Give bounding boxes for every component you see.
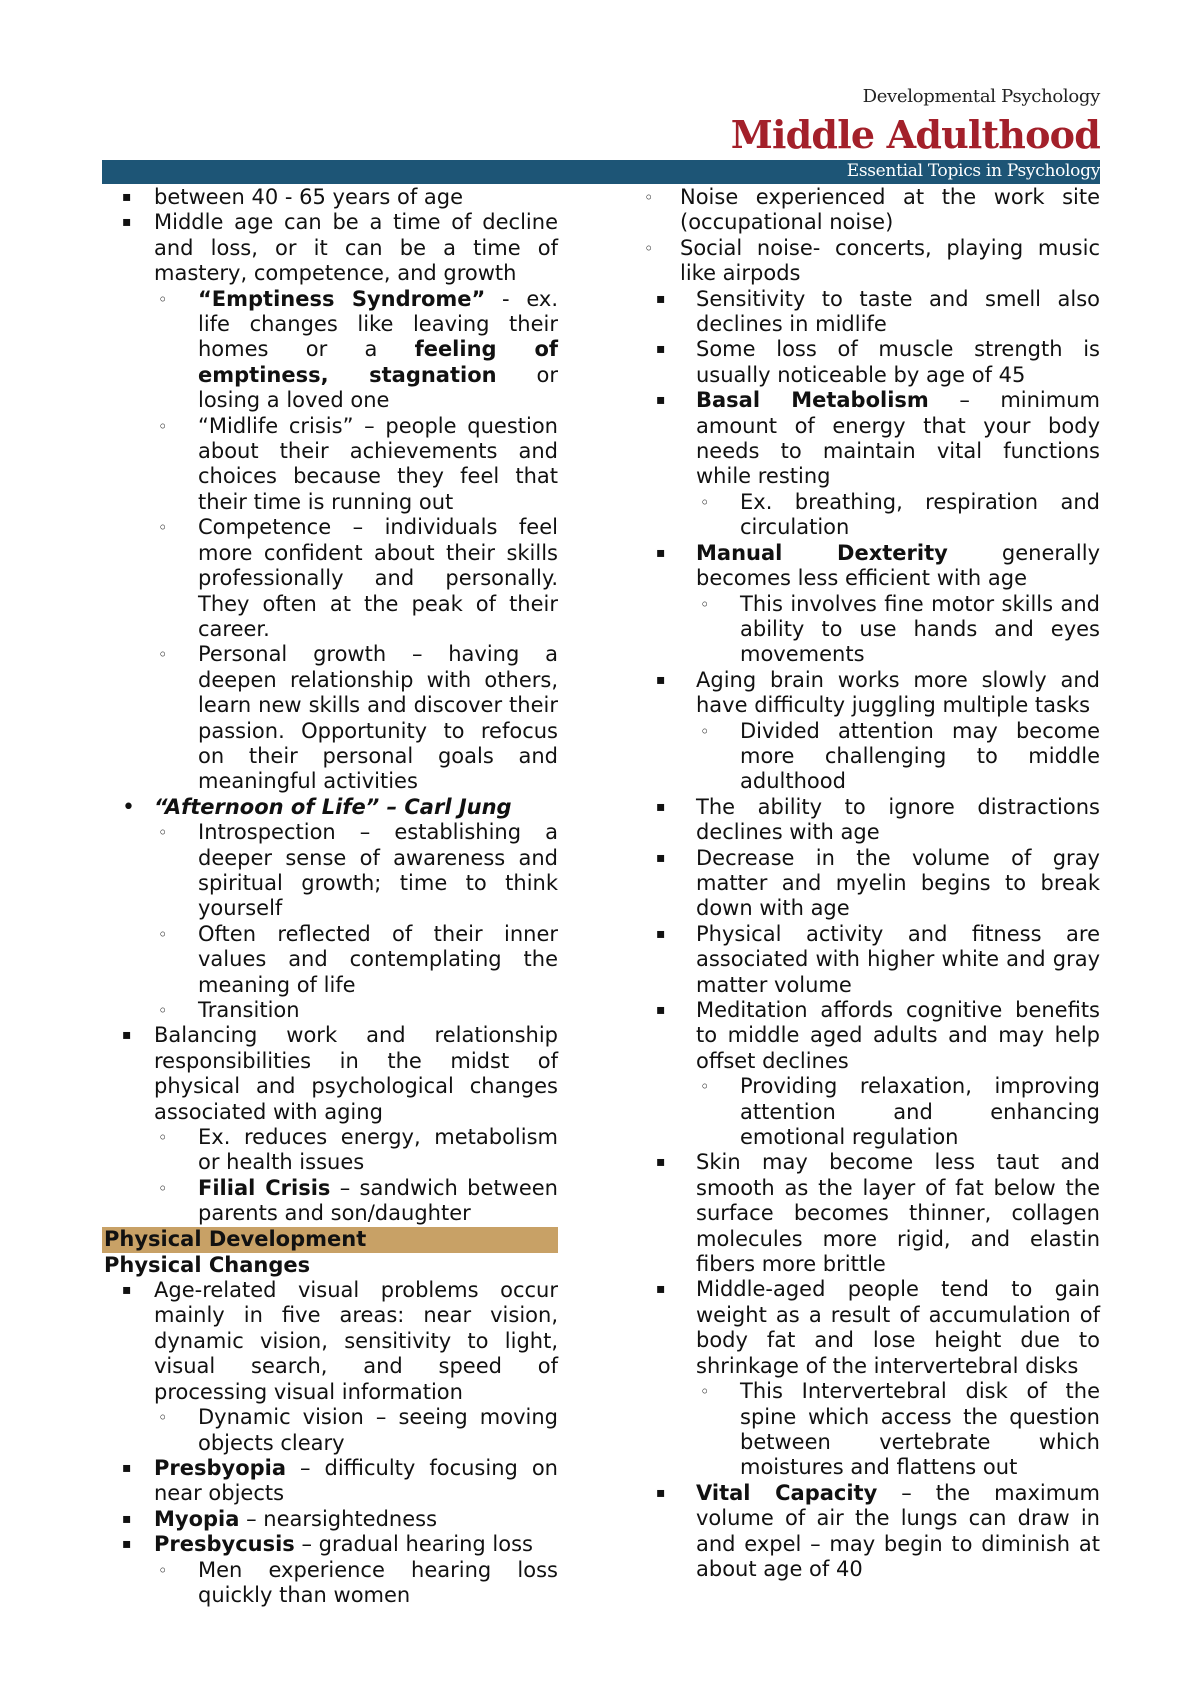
list-item: ◦ Providing relaxation, improving attention and enhancing emotional regulation (696, 1074, 1100, 1150)
list-item: ▪ Vital Capacity – the maximum volume of air the lungs can draw in and expel – may begin to diminish at about age of 40 (640, 1481, 1100, 1583)
page-title: Middle Adulthood (730, 112, 1100, 157)
list-item: ▪ Meditation affords cognitive benefits to middle aged adults and may help offset declines ◦ Providing relaxation, improving attention and enhancing emotional regulation (640, 998, 1100, 1150)
list-item: ▪ Skin may become less taut and smooth as the layer of fat below the surface becomes thinner, collagen molecules more rigid, and elastin fibers more brittle (640, 1150, 1100, 1277)
list-item: • “Afternoon of Life” – Carl Jung ◦ Introspection – establishing a deeper sense of awareness and spiritual growth; time to think yourself ◦ Often reflected of their inner values and contemplating the meaning of life ◦ Transition (102, 795, 558, 1024)
list-item (640, 185, 1100, 287)
list-item: ◦ “Emptiness Syndrome” - ex. life changes like leaving their homes or a feeling of emptiness, stagnation or losing a loved one (154, 287, 558, 414)
list-item: ◦ Social noise- concerts, playing music like airpods (640, 236, 1100, 287)
list-item: ◦ Personal growth – having a deepen relationship with others, learn new skills and discover their passion. Opportunity to refocus on their personal goals and meaningful activities (154, 642, 558, 794)
list-item: ◦ Men experience hearing loss quickly than women (154, 1558, 558, 1609)
right-column (640, 185, 1100, 1582)
list-item: ◦ Introspection – establishing a deeper sense of awareness and spiritual growth; time to think yourself (154, 820, 558, 922)
list-item: ◦ Often reflected of their inner values and contemplating the meaning of life (154, 922, 558, 998)
list-item: ◦ Noise experienced at the work site (occupational noise) (640, 185, 1100, 236)
list-item: ◦ Transition (154, 998, 558, 1023)
section-heading: Physical Development (102, 1227, 558, 1253)
course-name: Developmental Psychology (862, 86, 1100, 107)
list-item: ▪ Some loss of muscle strength is usually noticeable by age of 45 (640, 337, 1100, 388)
list-item: ◦ Ex. breathing, respiration and circulation (696, 490, 1100, 541)
list-item: ◦ Ex. reduces energy, metabolism or health issues (154, 1125, 558, 1176)
list-item: ▪ Middle age can be a time of decline and loss, or it can be a time of mastery, competence, and growth ◦ “Emptiness Syndrome” - ex. life changes like leaving their homes or a feeling of emptiness, stagnation or losing a loved one ◦ “Midlife crisis” – people question about their achievements and choices because they feel that their time is running out ◦ Competence – individuals feel more confident about their skills professionally and personally. They often at the peak of their career. ◦ Personal growth – having a deepen relationship with others, learn new skills and discover their passion. Opportunity to refocus on their personal goals and meaningful activities (102, 210, 558, 794)
list-item: ▪ Physical activity and fitness are associated with higher white and gray matter volume (640, 922, 1100, 998)
list-item: ▪ Middle-aged people tend to gain weight as a result of accumulation of body fat and lose height due to shrinkage of the intervertebral disks ◦ This Intervertebral disk of the spine which access the question between vertebrate which moistures and flattens out (640, 1277, 1100, 1480)
list-item: ▪ Sensitivity to taste and smell also declines in midlife (640, 287, 1100, 338)
list-item: ◦ “Midlife crisis” – people question about their achievements and choices because they feel that their time is running out (154, 414, 558, 516)
list-item: ▪ Decrease in the volume of gray matter and myelin begins to break down with age (640, 846, 1100, 922)
list-item: ◦ This involves fine motor skills and ability to use hands and eyes movements (696, 592, 1100, 668)
list-item: ◦ Dynamic vision – seeing moving objects cleary (154, 1405, 558, 1456)
list-item: ◦ Filial Crisis – sandwich between parents and son/daughter (154, 1176, 558, 1227)
list-item: ▪ Age-related visual problems occur mainly in five areas: near vision, dynamic vision, sensitivity to light, visual search, and speed of processing visual information ◦ Dynamic vision – seeing moving objects cleary (102, 1278, 558, 1456)
list-item: ▪ Presbycusis – gradual hearing loss ◦ Men experience hearing loss quickly than women (102, 1532, 558, 1608)
list-item: ▪ Myopia – nearsightedness (102, 1507, 558, 1532)
list-item: ▪ The ability to ignore distractions declines with age (640, 795, 1100, 846)
list-item: ◦ Divided attention may become more challenging to middle adulthood (696, 719, 1100, 795)
list-item: ▪ Presbyopia – difficulty focusing on near objects (102, 1456, 558, 1507)
list-item: ▪ Manual Dexterity generally becomes less efficient with age ◦ This involves fine motor skills and ability to use hands and eyes movements (640, 541, 1100, 668)
list-item: ▪ Balancing work and relationship responsibilities in the midst of physical and psychological changes associated with aging ◦ Ex. reduces energy, metabolism or health issues ◦ Filial Crisis – sandwich between parents and son/daughter (102, 1023, 558, 1226)
list-item: ▪ Aging brain works more slowly and have difficulty juggling multiple tasks ◦ Divided attention may become more challenging to middle adulthood (640, 668, 1100, 795)
list-item: ◦ This Intervertebral disk of the spine which access the question between vertebrate which moistures and flattens out (696, 1379, 1100, 1481)
page-subtitle: Essential Topics in Psychology (846, 161, 1100, 181)
list-item: ◦ Competence – individuals feel more confident about their skills professionally and personally. They often at the peak of their career. (154, 515, 558, 642)
list-item: ▪ Basal Metabolism – minimum amount of energy that your body needs to maintain vital functions while resting ◦ Ex. breathing, respiration and circulation (640, 388, 1100, 540)
list-item: ▪ between 40 - 65 years of age (102, 185, 558, 210)
left-column (102, 185, 558, 1608)
sub-heading: Physical Changes (104, 1252, 311, 1277)
